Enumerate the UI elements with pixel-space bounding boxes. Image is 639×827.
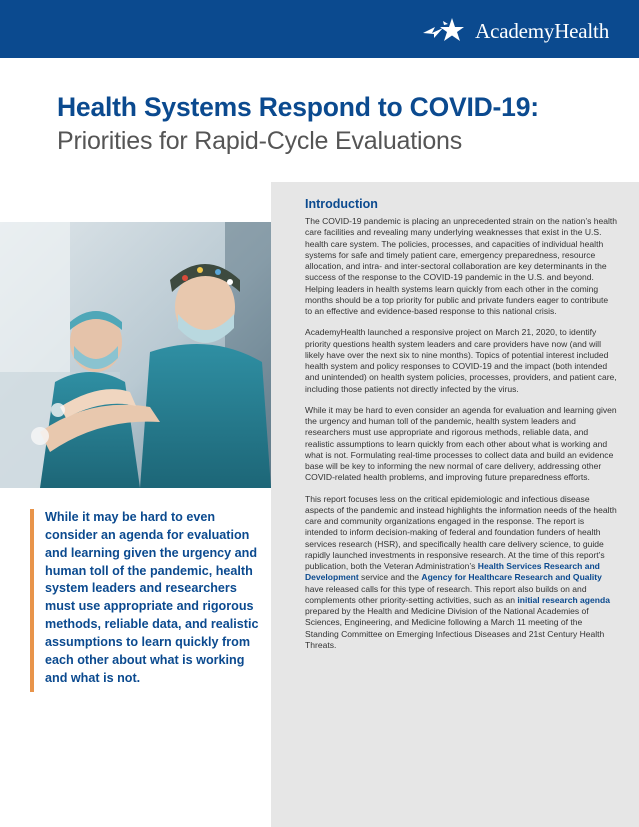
- paragraph-3: While it may be hard to even consider an agenda for evaluation and learning given the urgency and human toll of the pandemic, health system leaders and researchers must use appropriate and rigorous methods, reliable data, and realistic assumptions to learn quickly from each other about what is working and what is not. Formulating real-time processes to collect data and build an evidence base will be key to informing the new normal of care delivery, addressing other COVID-related health problems, and improving future preparedness efforts.: [305, 404, 617, 483]
- paragraph-4-text-1: This report focuses less on the critical epidemiologic and infectious disease aspects of the pandemic and instead highlights the information needs of the health care and community organizations engaged in the response. The report is intended to inform decision-making of federal and foundation funders of health services research (HSR), and specifically health care delivery science, to guide rapidly launched investments in responsive research. At the time of this report’s publication, both the Veteran Administration’s: [305, 493, 617, 571]
- page-subtitle: Priorities for Rapid-Cycle Evaluations: [57, 127, 463, 155]
- paragraph-4-text-2: service and the: [358, 572, 422, 583]
- article-body: [305, 197, 617, 661]
- section-heading: Introduction: [305, 197, 378, 211]
- paragraph-2: AcademyHealth launched a responsive project on March 21, 2020, to identify priority questions health system leaders and care providers have now (and will likely have over the next six to nine months). Topics of potential interest included health system and policy responses to COVID-19 and the impact (both intended and unintended) on health system policies, processes, providers, and patient care, including those patients not directly infected by the virus.: [305, 327, 617, 394]
- link-hsrd[interactable]: Health Services Research and Development: [305, 561, 600, 583]
- page-title: Health Systems Respond to COVID-19:: [57, 92, 539, 122]
- brand-logo[interactable]: [421, 16, 609, 46]
- link-initial-research-agenda[interactable]: initial research agenda: [517, 594, 610, 605]
- brand-name: AcademyHealth: [475, 18, 609, 43]
- paragraph-4-text-4: prepared by the Health and Medicine Division of the National Academies of Sciences, Engineering, and Medicine following a March 11 meeting of the Standing Committee on Emerging Infectious Diseases and 21st Century Health Threats.: [305, 606, 605, 650]
- pull-quote: [30, 509, 264, 692]
- paragraph-1: The COVID-19 pandemic is placing an unprecedented strain on the nation’s health care facilities and revealing many underlying weaknesses that exist in the U.S. health care system. The policies, processes, and capacities of individual health systems for safe and timely patient care, emergency preparedness, resource allocation, and intra- and inter-sectoral collaboration are key determinants in the success of the response to the COVID-19 pandemic in the U.S. and beyond. Helping leaders in health systems learn quickly from each other in the coming months should be a top priority for public and private funders eager to contribute to an effective and evidence-based response to this national crisis.: [305, 216, 617, 316]
- paragraph-4: [305, 494, 617, 652]
- surgeons-washing-hands-photo: [0, 222, 271, 488]
- header-bar: [0, 0, 639, 58]
- star-bird-icon: [421, 16, 473, 46]
- pull-quote-text: While it may be hard to even consider an agenda for evaluation and learning given the urgency and human toll of the pandemic, health system leaders and researchers must use appropriate and rigorous methods, reliable data, and realistic assumptions to learn quickly from each other about what is working and what is not.: [45, 510, 259, 685]
- paragraph-4-text-3: have released calls for this type of research. This report also builds on and complements other priority-setting activities, such as an: [305, 583, 587, 605]
- link-ahrq[interactable]: Agency for Healthcare Research and Quality: [421, 572, 602, 583]
